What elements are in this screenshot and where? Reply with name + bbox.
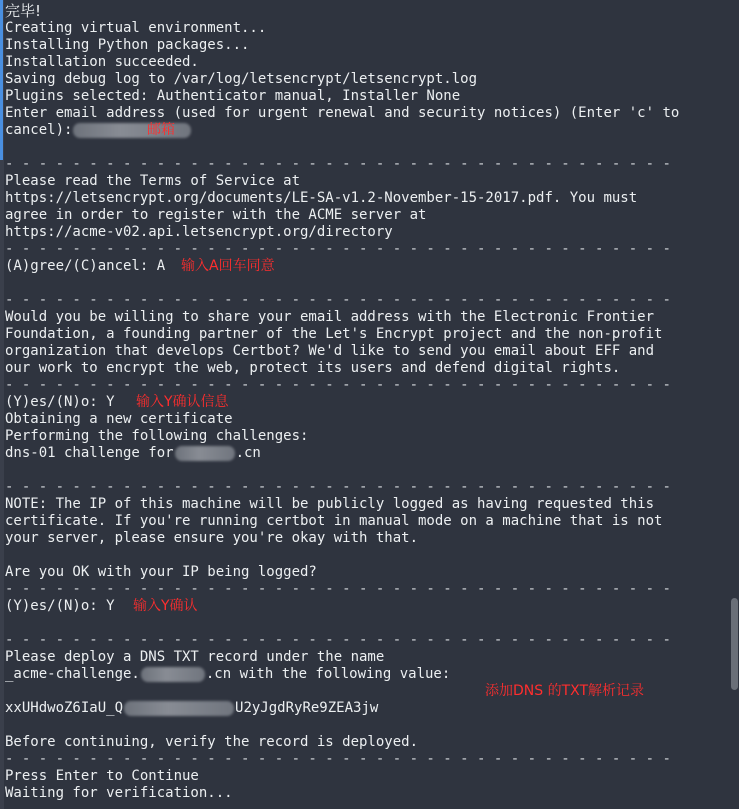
separator-line [5, 479, 730, 496]
terminal-line [5, 20, 730, 37]
line-text-after: U2yJgdRyRe9ZEA3jw [235, 700, 379, 716]
separator-line [5, 377, 730, 394]
line-text: (Y)es/(N)o: Y [5, 598, 115, 614]
terminal-line [5, 768, 730, 785]
line-text: Please read the Terms of Service at [5, 173, 301, 189]
separator-line [5, 241, 730, 258]
terminal-line [5, 598, 730, 615]
line-text: - - - - - - - - - - - - - - - - - - - - - - - - - - - - - - - - - - - - - - - - [5, 377, 671, 393]
line-text: Before continuing, verify the record is deployed. [5, 734, 419, 750]
line-text: Foundation, a founding partner of the Let's Encrypt project and the non-profit [5, 326, 663, 342]
terminal-line [5, 547, 730, 564]
redacted-text [124, 701, 234, 716]
terminal-line [5, 496, 730, 513]
terminal-line [5, 88, 730, 105]
line-text: _acme-challenge. [5, 666, 140, 682]
separator-line [5, 292, 730, 309]
line-text: NOTE: The IP of this machine will be publicly logged as having requested this [5, 496, 655, 512]
terminal-line [5, 207, 730, 224]
terminal-line [5, 190, 730, 207]
line-text: (A)gree/(C)ancel: A [5, 258, 166, 274]
line-text: Would you be willing to share your email address with the Electronic Frontier [5, 309, 655, 325]
line-text: https://acme-v02.api.letsencrypt.org/directory [5, 224, 393, 240]
line-text: certificate. If you're running certbot in manual mode on a machine that is not [5, 513, 663, 529]
terminal-line [5, 173, 730, 190]
line-text: Installing Python packages... [5, 37, 250, 53]
line-text: Please deploy a DNS TXT record under the name [5, 649, 385, 665]
terminal-line [5, 462, 730, 479]
line-text: https://letsencrypt.org/documents/LE-SA-v1.2-November-15-2017.pdf. You must [5, 190, 638, 206]
terminal-line [5, 139, 730, 156]
separator-line [5, 751, 730, 768]
line-text: Installation succeeded. [5, 54, 199, 70]
terminal-line [5, 54, 730, 71]
terminal-line [5, 105, 730, 122]
terminal-line [5, 343, 730, 360]
line-text: Performing the following challenges: [5, 428, 309, 444]
red-annotation: 输入Y确认 [133, 598, 198, 614]
terminal-line [5, 326, 730, 343]
line-text: xxUHdwoZ6IaU_Q [5, 700, 124, 716]
separator-line [5, 581, 730, 598]
red-annotation: 添加DNS 的TXT解析记录 [485, 683, 645, 699]
line-text: cancel): [5, 122, 73, 138]
terminal-line [5, 530, 730, 547]
terminal-line [5, 360, 730, 377]
terminal-line [5, 717, 730, 734]
redacted-text [175, 446, 235, 461]
terminal-line [5, 71, 730, 88]
line-text: Obtaining a new certificate [5, 411, 233, 427]
terminal-left-border [0, 0, 4, 809]
line-text-after: .cn with the following value: [205, 666, 451, 682]
terminal-line [5, 683, 730, 700]
line-text: Creating virtual environment... [5, 20, 267, 36]
line-text: 完毕! [5, 2, 42, 20]
terminal-line [5, 513, 730, 530]
terminal-line [5, 649, 730, 666]
line-text: - - - - - - - - - - - - - - - - - - - - - - - - - - - - - - - - - - - - - - - - [5, 581, 671, 597]
line-text: - - - - - - - - - - - - - - - - - - - - - - - - - - - - - - - - - - - - - - - - [5, 156, 671, 172]
red-annotation: 输入A回车同意 [181, 258, 275, 274]
terminal-line [5, 37, 730, 54]
line-text: your server, please ensure you're okay with that. [5, 530, 419, 546]
line-text: Enter email address (used for urgent renewal and security notices) (Enter 'c' to [5, 105, 680, 121]
terminal-line [5, 564, 730, 581]
line-text: Plugins selected: Authenticator manual, Installer None [5, 88, 461, 104]
line-text-after: .cn [235, 445, 261, 461]
line-text: - - - - - - - - - - - - - - - - - - - - - - - - - - - - - - - - - - - - - - - - [5, 292, 671, 308]
terminal-line [5, 224, 730, 241]
terminal-line [5, 3, 730, 20]
terminal-line [5, 428, 730, 445]
terminal-line [5, 666, 730, 683]
terminal-line [5, 309, 730, 326]
line-text: - - - - - - - - - - - - - - - - - - - - - - - - - - - - - - - - - - - - - - - - [5, 751, 671, 767]
window-focus-accent [0, 0, 3, 160]
line-text: (Y)es/(N)o: Y [5, 394, 115, 410]
line-text: Press Enter to Continue [5, 768, 199, 784]
terminal-line [5, 445, 730, 462]
line-text: dns-01 challenge for [5, 445, 174, 461]
terminal-line [5, 785, 730, 802]
separator-line [5, 156, 730, 173]
line-text: Are you OK with your IP being logged? [5, 564, 317, 580]
line-text: - - - - - - - - - - - - - - - - - - - - - - - - - - - - - - - - - - - - - - - - [5, 632, 671, 648]
line-text: Saving debug log to /var/log/letsencrypt/letsencrypt.log [5, 71, 478, 87]
terminal-line [5, 411, 730, 428]
terminal-line [5, 122, 730, 139]
red-annotation: 输入Y确认信息 [136, 394, 229, 410]
separator-line [5, 632, 730, 649]
terminal-scrollbar[interactable] [731, 598, 738, 690]
terminal-line [5, 394, 730, 411]
line-text: - - - - - - - - - - - - - - - - - - - - - - - - - - - - - - - - - - - - - - - - [5, 479, 671, 495]
terminal-line [5, 700, 730, 717]
terminal-line [5, 258, 730, 275]
red-annotation: 邮箱 [147, 122, 175, 138]
terminal-line [5, 734, 730, 751]
redacted-text [141, 667, 205, 682]
terminal-output [5, 3, 730, 802]
line-text: - - - - - - - - - - - - - - - - - - - - - - - - - - - - - - - - - - - - - - - - [5, 241, 671, 257]
line-text: organization that develops Certbot? We'd like to send you email about EFF and [5, 343, 655, 359]
line-text: our work to encrypt the web, protect its users and defend digital rights. [5, 360, 621, 376]
terminal-line [5, 615, 730, 632]
line-text: Waiting for verification... [5, 785, 233, 801]
terminal-line [5, 275, 730, 292]
line-text: agree in order to register with the ACME server at [5, 207, 427, 223]
